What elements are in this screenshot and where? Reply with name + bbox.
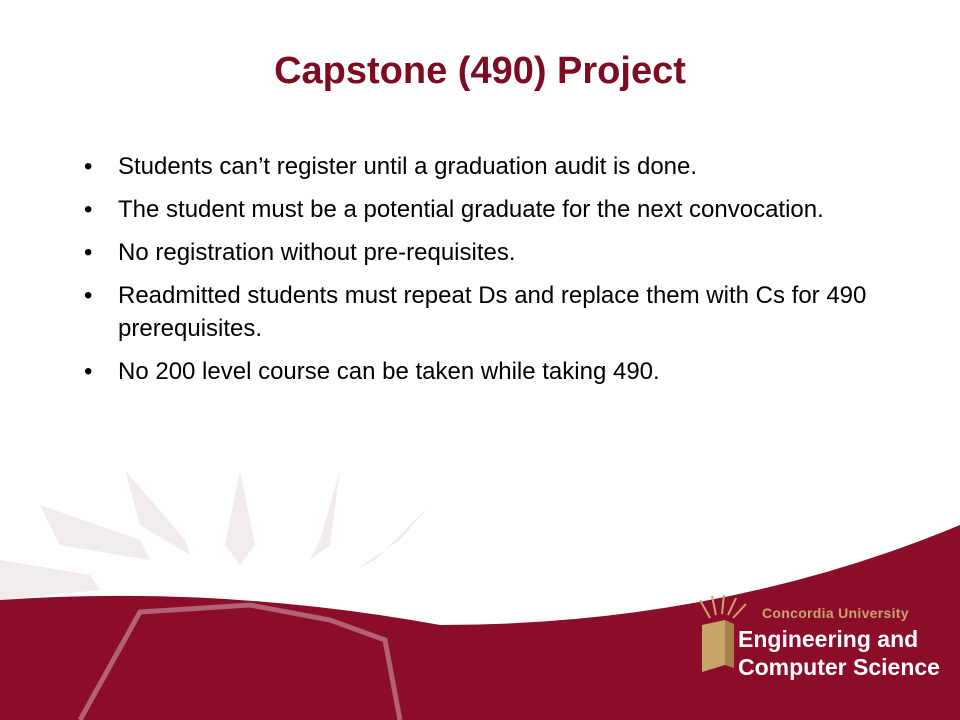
- faculty-name: [738, 625, 940, 681]
- list-item: [80, 279, 880, 345]
- bullet-text: Students can’t register until a graduation audit is done.: [118, 153, 698, 180]
- bullet-icon: •: [84, 153, 93, 180]
- bullet-icon: •: [84, 282, 93, 309]
- bullet-icon: •: [84, 239, 93, 266]
- bullet-icon: •: [84, 196, 93, 223]
- bullet-list: [80, 150, 880, 398]
- bullet-text: No 200 level course can be taken while taking 490.: [118, 358, 660, 385]
- slide-title: Capstone (490) Project: [274, 50, 686, 92]
- list-item: [80, 193, 880, 226]
- bullet-text: No registration without pre-requisites.: [118, 239, 516, 266]
- list-item: [80, 355, 880, 388]
- bullet-icon: •: [84, 358, 93, 385]
- list-item: [80, 150, 880, 183]
- bullet-text: Readmitted students must repeat Ds and replace them with Cs for 490 prerequisites.: [118, 282, 867, 342]
- university-name: Concordia University: [762, 605, 909, 621]
- sunburst-rays: [0, 470, 430, 600]
- faculty-line-2: Computer Science: [738, 654, 940, 680]
- list-item: [80, 236, 880, 269]
- faculty-line-1: Engineering and: [738, 626, 919, 652]
- bullet-text: The student must be a potential graduate for the next convocation.: [118, 196, 824, 223]
